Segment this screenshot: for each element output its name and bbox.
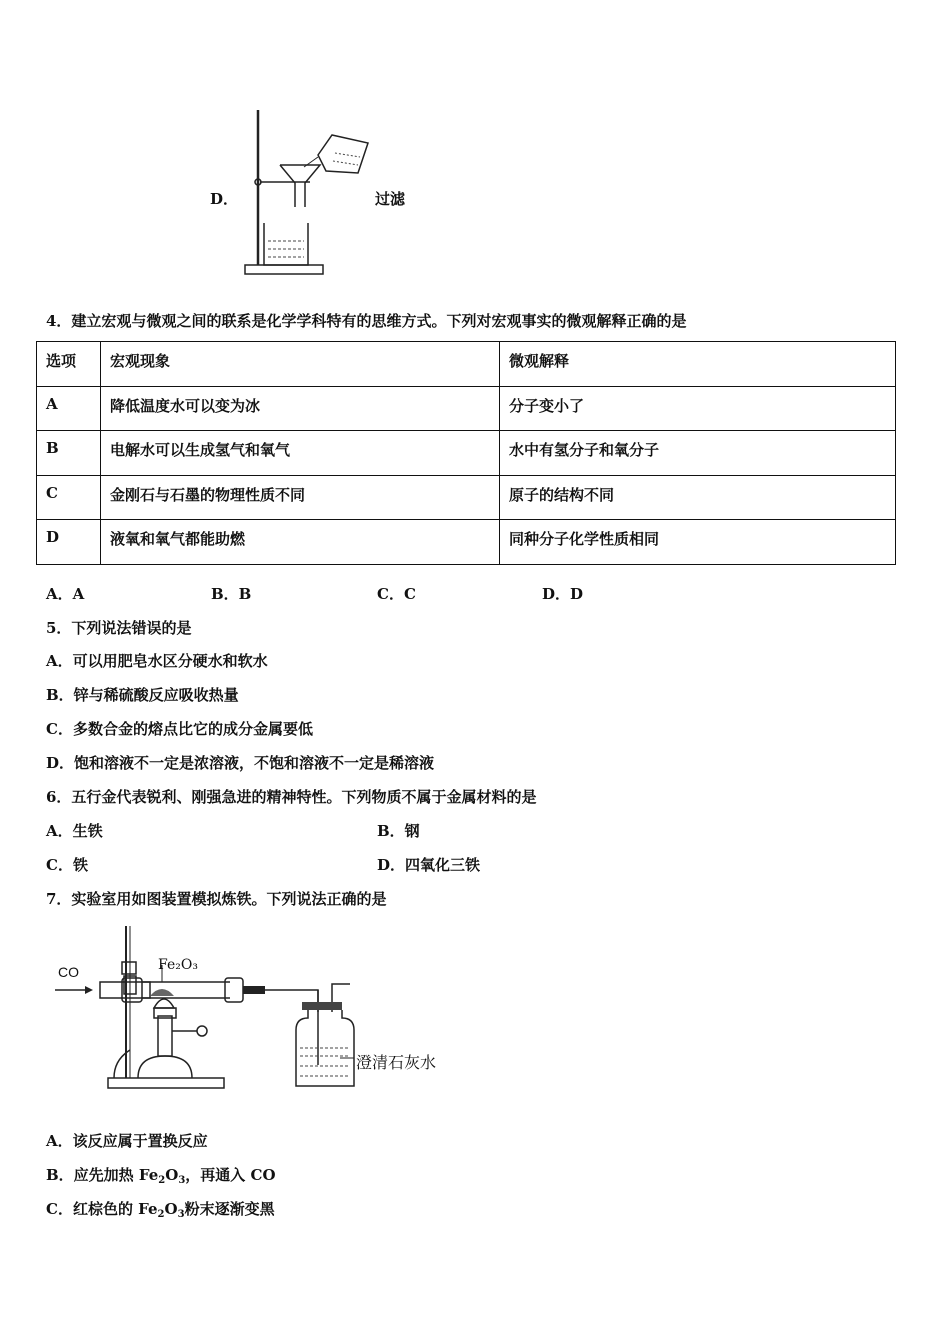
q5-option-c: C．多数合金的熔点比它的成分金属要低 xyxy=(46,720,313,738)
table-row xyxy=(37,520,896,565)
table-cell: 电解水可以生成氢气和氧气 xyxy=(101,431,500,476)
limewater-label: 澄清石灰水 xyxy=(356,1053,437,1072)
q4-choice-a: A．A xyxy=(46,585,85,603)
q4-choice-c: C．C xyxy=(377,585,416,603)
question-4-table xyxy=(36,341,896,565)
q6-option-b: B．钢 xyxy=(377,822,420,840)
q4-choice-b: B．B xyxy=(211,585,252,603)
table-header-cell: 选项 xyxy=(37,342,101,387)
table-cell: 原子的结构不同 xyxy=(500,475,896,520)
table-cell: 同种分子化学性质相同 xyxy=(500,520,896,565)
fe2o3-label: Fe₂O₃ xyxy=(158,957,198,973)
q5-option-d: D．饱和溶液不一定是浓溶液，不饱和溶液不一定是稀溶液 xyxy=(46,754,435,772)
table-cell: A xyxy=(37,386,101,431)
question-5-stem: 5．下列说法错误的是 xyxy=(46,619,192,637)
table-cell: 液氧和氧气都能助燃 xyxy=(101,520,500,565)
table-cell: 分子变小了 xyxy=(500,386,896,431)
filtration-apparatus-figure xyxy=(240,105,380,280)
table-row xyxy=(37,475,896,520)
table-row xyxy=(37,431,896,476)
question-7-stem: 7．实验室用如图装置模拟炼铁。下列说法正确的是 xyxy=(46,890,387,908)
co-label: CO xyxy=(58,964,79,980)
table-header-row xyxy=(37,342,896,387)
table-cell: B xyxy=(37,431,101,476)
q5-option-a: A．可以用肥皂水区分硬水和软水 xyxy=(46,652,268,670)
q6-option-c: C．铁 xyxy=(46,856,88,874)
q4-choice-d: D．D xyxy=(542,585,584,603)
table-cell: C xyxy=(37,475,101,520)
table-header-cell: 微观解释 xyxy=(500,342,896,387)
question-4-stem: 4．建立宏观与微观之间的联系是化学学科特有的思维方式。下列对宏观事实的微观解释正确的是 xyxy=(46,312,687,330)
q7-option-c: C．红棕色的 $Fe_2O_3$粉末逐渐变黑 xyxy=(46,1200,275,1220)
q6-option-a: A．生铁 xyxy=(46,822,103,840)
option-d-label: D． xyxy=(210,190,239,208)
table-row xyxy=(37,386,896,431)
question-6-stem: 6．五行金代表锐利、刚强急进的精神特性。下列物质不属于金属材料的是 xyxy=(46,788,537,806)
q7-option-b: B．应先加热 $Fe_2O_3$，再通入 CO xyxy=(46,1166,276,1186)
table-header-cell: 宏观现象 xyxy=(101,342,500,387)
table-cell: 降低温度水可以变为冰 xyxy=(101,386,500,431)
filtration-caption: 过滤 xyxy=(375,190,406,208)
table-cell: 水中有氢分子和氧分子 xyxy=(500,431,896,476)
q7-option-a: A．该反应属于置换反应 xyxy=(46,1132,208,1150)
table-cell: D xyxy=(37,520,101,565)
q6-option-d: D．四氧化三铁 xyxy=(377,856,481,874)
q5-option-b: B．锌与稀硫酸反应吸收热量 xyxy=(46,686,239,704)
table-cell: 金刚石与石墨的物理性质不同 xyxy=(101,475,500,520)
